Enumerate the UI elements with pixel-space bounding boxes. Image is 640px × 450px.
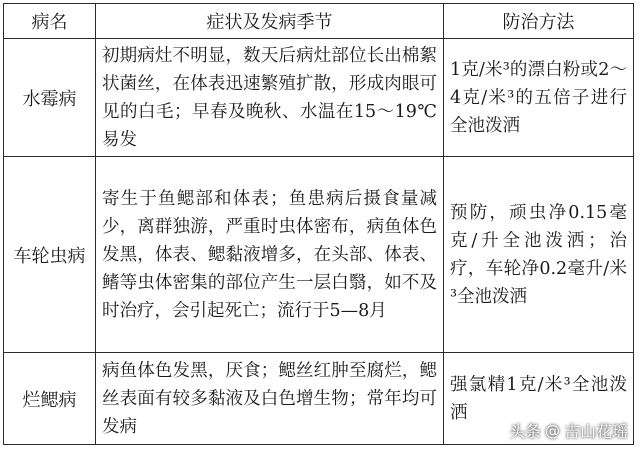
disease-name: 水霉病 [4,39,96,157]
treatment-text: 预防，顽虫净0.15毫克/升全池泼洒；治疗，车轮净0.2毫升/米³全池泼洒 [444,157,634,353]
symptom-text: 寄生于鱼鳃部和体表；鱼患病后摄食量减少，离群独游，严重时虫体密布，病鱼体色发黑，体表、鳃黏液增多，在头部、体表、鳍等虫体密集的部位产生一层白翳，如不及时治疗，会引起死亡；流行于5—8月 [96,157,444,353]
header-symptoms: 症状及发病季节 [96,4,444,39]
disease-name: 车轮虫病 [4,157,96,353]
header-treatment: 防治方法 [444,4,634,39]
disease-name: 烂鳃病 [4,353,96,445]
treatment-text: 强氯精1克/米³全池泼洒 [444,353,634,445]
table-frame [3,3,633,443]
watermark-at: @ [544,421,560,440]
header-row [4,4,634,39]
header-disease-name: 病名 [4,4,96,39]
table-row [4,39,634,157]
table-row [4,157,634,353]
symptom-text: 病鱼体色发黑，厌食；鳃丝红肿至腐烂，鳃丝表面有较多黏液及白色增生物；常年均可发病 [96,353,444,445]
watermark-prefix: 头条 [508,422,541,441]
treatment-text: 1克/米³的漂白粉或2～4克/米³的五倍子进行全池泼洒 [444,39,634,157]
watermark-account: 吉山花瑶 [563,422,628,441]
watermark [509,419,628,442]
disease-table [3,3,634,445]
symptom-text: 初期病灶不明显，数天后病灶部位长出棉絮状菌丝，在体表迅速繁殖扩散，形成肉眼可见的白毛；早春及晚秋、水温在15～19℃易发 [96,39,444,157]
